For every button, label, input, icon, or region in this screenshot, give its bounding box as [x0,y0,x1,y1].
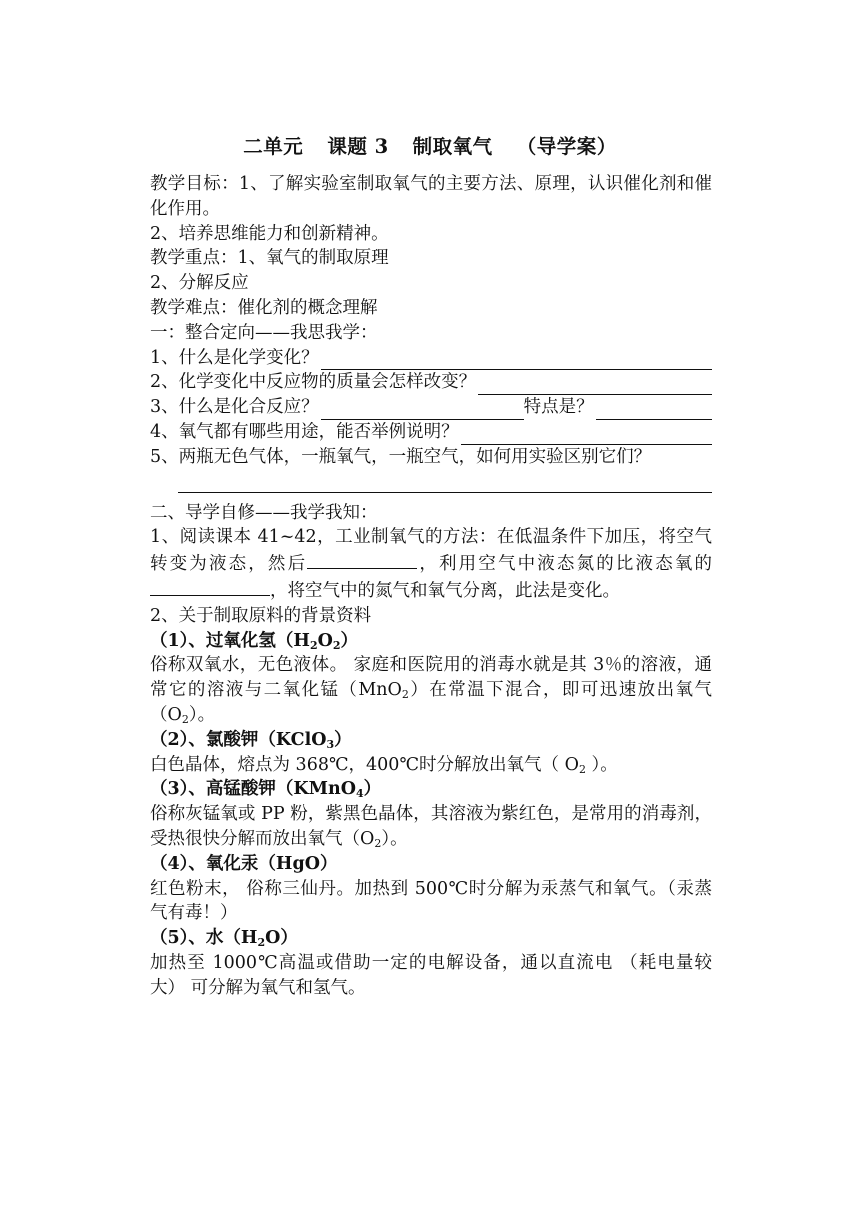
document-body [150,172,712,1001]
question-2 [150,370,712,395]
question-4-text: 4、氧气都有哪些用途，能否举例说明？ [150,421,459,442]
question-5-text: 5、两瓶无色气体，一瓶氧气，一瓶空气，如何用实验区别它们？ [150,446,652,467]
teaching-objectives [150,172,712,222]
key-point-2: 2、分解反应 [150,273,249,294]
material-1-head-suffix: ） [340,630,359,651]
question-3-text: 3、什么是化合反应？ [150,397,319,418]
material-5-description: 加热至 1000℃高温或借助一定的电解设备，通以直流电 （耗电量较大） 可分解为氧气和氢气。 [150,952,712,998]
material-5-heading [150,926,712,951]
material-2-body-sub: 2 [578,762,586,776]
title-type: （导学案） [516,135,617,158]
document-title [0,130,860,164]
material-3-body-sub: 2 [374,836,382,850]
question-3 [150,395,712,420]
key-points [150,246,712,271]
material-1-head-sub1: 2 [309,638,318,652]
material-2-description [150,753,712,778]
material-2-heading [150,728,712,753]
material-1-body-a: 俗称双氧水，无色液体。 家庭和医院用的消毒水就是其 3％的溶液，通常它的溶液与二氧化锰（MnO [150,655,712,701]
answer-line-4[interactable] [461,425,712,445]
section-2-item-1 [150,525,712,603]
section-2-heading: 二、导学自修——我学我知： [150,502,378,523]
material-1-head-mid: O [317,630,333,651]
teaching-difficulty: 教学难点：催化剂的概念理解 [150,297,378,318]
material-3-heading [150,777,712,802]
material-2-head-a: （2）、氯酸钾（KClO [150,729,327,750]
fill-blank-1[interactable] [307,550,417,569]
material-1-body-b: ）在常温下混合，即可迅速放出氧气（O [150,680,712,725]
objective-1: 1、了解实验室制取氧气的主要方法、原理，认识催化剂和催化作用。 [150,174,713,219]
material-2-body-a: 白色晶体，熔点为 368℃，400℃时分解放出氧气（ O [150,754,579,775]
answer-line-3a[interactable] [321,400,524,420]
title-topic: 制取氧气 [412,135,493,158]
material-1-description [150,653,712,727]
material-1-body-sub: 2 [401,688,409,702]
key-points-label: 教学重点： [150,248,238,269]
material-1-body-c: ）。 [188,704,216,725]
material-5-head-a: （5）、水（H [150,928,258,949]
objective-2: 2、培养思维能力和创新精神。 [150,223,389,244]
material-1-head-sub2: 2 [332,638,341,652]
material-5-head-suffix: O） [265,928,298,949]
item-1-text-b: ，利用空气中液态氮的比液态氧的 [417,554,713,575]
question-1-text: 1、什么是化学变化？ [150,347,319,368]
item-1-text-a: 1、阅读课本 41~42，工业制氧气的方法：在低温条件下加压，将空气转变为液态，然后 [150,527,712,575]
material-3-head-suffix: ） [363,779,382,800]
answer-line-3b[interactable] [596,400,712,420]
fill-blank-2[interactable] [150,577,270,596]
material-2-head-suffix: ） [334,729,352,750]
material-3-head-sub1: 4 [355,787,364,801]
material-3-head-a: （3）、高锰酸钾（KMnO [150,779,356,800]
material-1-body-sub2: 2 [181,712,189,726]
section-2-item-2: 2、关于制取原料的背景资料 [150,605,372,626]
material-2-head-sub1: 3 [326,737,335,751]
material-5-head-sub1: 2 [257,936,266,950]
answer-line-5[interactable] [178,470,712,493]
objectives-label: 教学目标： [150,174,239,194]
question-4 [150,420,712,445]
answer-line-1[interactable] [321,350,712,370]
material-4-heading: （4）、氧化汞（HgO） [150,853,338,874]
material-3-description [150,802,712,852]
section-1-heading: 一：整合定向——我思我学： [150,322,378,343]
material-4-description: 红色粉末， 俗称三仙丹。加热到 500℃时分解为汞蒸气和氧气。（汞蒸气有毒！） [150,878,712,924]
material-3-body-a: 俗称灰锰氧或 PP 粉，紫黑色晶体，其溶液为紫红色，是常用的消毒剂，受热很快分解而放出氧气（O [150,804,712,849]
item-1-text-c: ，将空气中的氮气和氧气分离，此法是变化。 [270,580,620,601]
question-1 [150,346,712,371]
key-point-1: 1、氧气的制取原理 [237,248,389,269]
material-1-heading [150,629,712,654]
answer-line-2[interactable] [478,375,712,395]
material-2-body-b: ）。 [585,754,618,775]
title-lesson: 课题 3 [327,135,389,158]
question-2-text: 2、化学变化中反应物的质量会怎样改变？ [150,372,477,393]
material-3-body-b: ）。 [381,828,408,849]
title-unit: 二单元 [243,135,304,158]
question-3-feature-text: 特点是？ [523,397,594,418]
material-1-head-a: （1）、过氧化氢（H [150,630,310,651]
